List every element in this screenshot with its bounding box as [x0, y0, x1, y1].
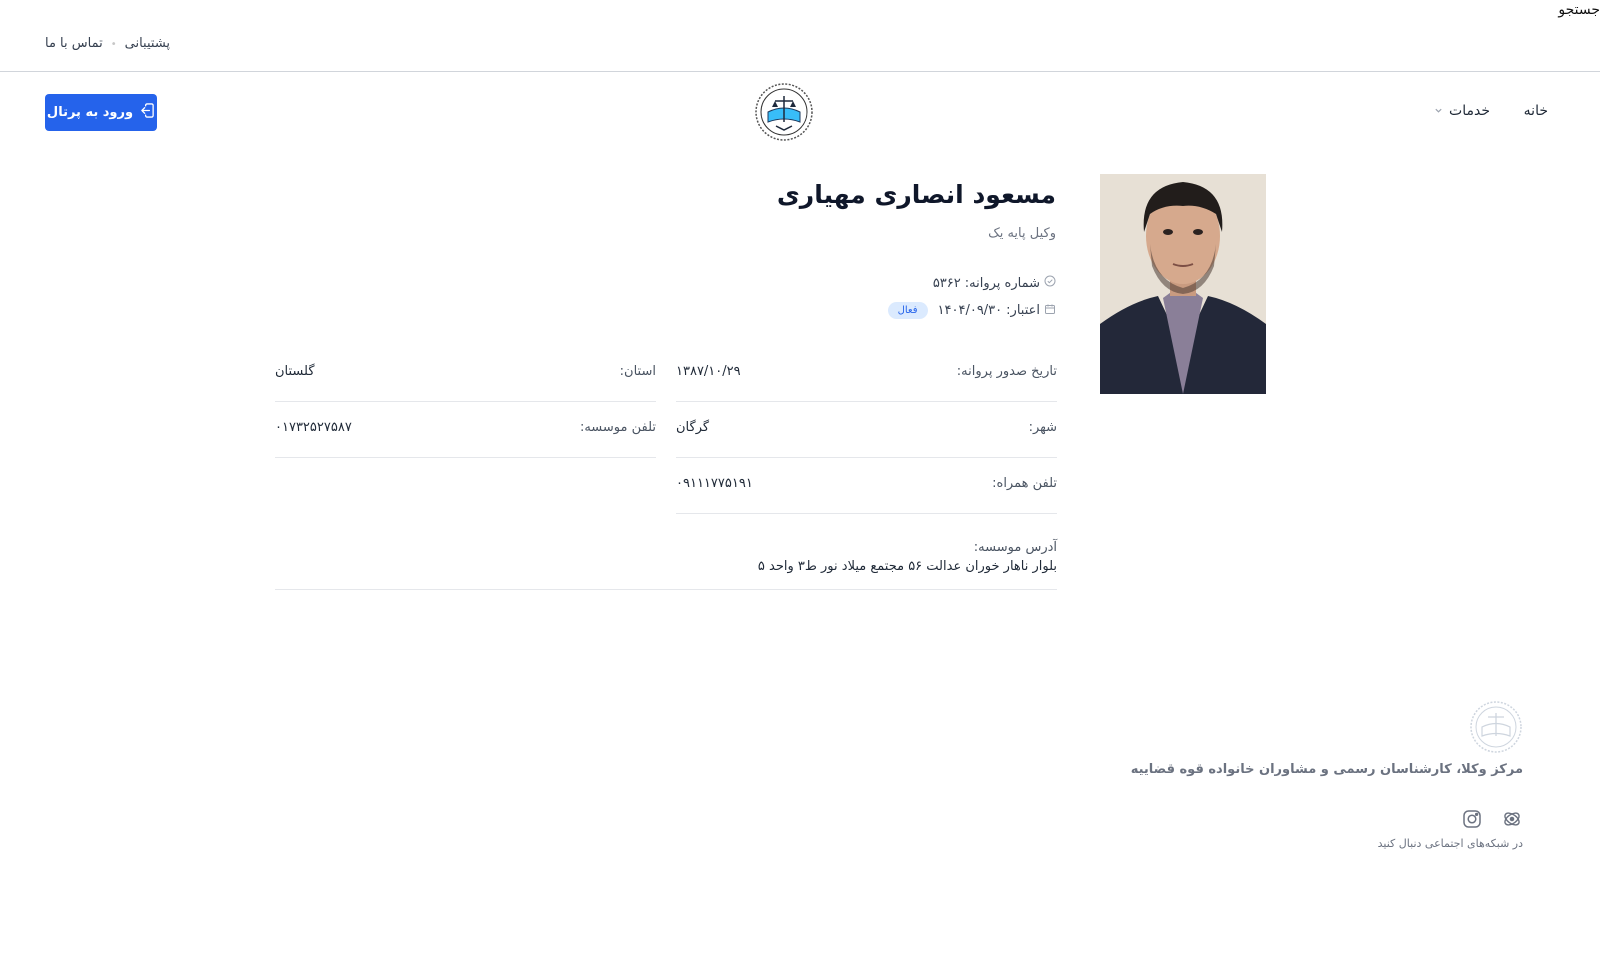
- nav-services-label: خدمات: [1449, 103, 1490, 119]
- city-label: شهر:: [1028, 420, 1057, 435]
- nav-home[interactable]: خانه: [1523, 103, 1548, 119]
- city-value: گرگان: [676, 420, 710, 435]
- mobile-value[interactable]: ۰۹۱۱۱۷۷۵۱۹۱: [676, 476, 753, 491]
- issue-date-value: ۱۳۸۷/۱۰/۲۹: [676, 364, 741, 379]
- check-circle-icon: [1044, 275, 1056, 291]
- validity-row: [888, 302, 1056, 319]
- login-icon: [140, 103, 155, 122]
- status-badge: فعال: [888, 302, 928, 319]
- field-mobile: [676, 458, 1057, 514]
- nav-services[interactable]: [1434, 103, 1490, 119]
- province-label: استان:: [619, 364, 656, 379]
- portal-button-label: ورود به پرتال: [46, 105, 134, 120]
- validity-date: ۱۴۰۴/۰۹/۳۰: [937, 303, 1003, 318]
- lawyer-grade: وکیل پایه یک: [988, 226, 1056, 241]
- address-label: آدرس موسسه:: [973, 540, 1057, 555]
- support-link[interactable]: پشتیبانی: [124, 36, 171, 51]
- top-divider: [0, 71, 1600, 72]
- lawyer-name: مسعود انصاری مهیاری: [776, 180, 1056, 209]
- address-value: بلوار ناهار خوران عدالت ۵۶ مجتمع میلاد نور ط۳ واحد ۵: [757, 559, 1057, 574]
- field-city: [676, 402, 1057, 458]
- chevron-down-icon: [1434, 103, 1443, 119]
- field-issue-date: [676, 346, 1057, 402]
- license-row: [933, 275, 1056, 291]
- mobile-label: تلفن همراه:: [992, 476, 1057, 491]
- portal-login-button[interactable]: [45, 94, 157, 131]
- field-institute-phone: [275, 402, 656, 458]
- license-number: ۵۳۶۲: [932, 275, 961, 291]
- separator-dot: •: [110, 39, 117, 50]
- issue-date-label: تاریخ صدور پروانه:: [956, 364, 1057, 379]
- eitaa-icon[interactable]: [1501, 808, 1523, 830]
- footer-org-name: مرکز وکلا، کارشناسان رسمی و مشاوران خانواده قوه قضاییه: [1130, 762, 1523, 777]
- institute-phone-value[interactable]: ۰۱۷۳۲۵۲۷۵۸۷: [275, 420, 352, 435]
- province-value: گلستان: [275, 364, 315, 379]
- license-label: شماره پروانه:: [964, 275, 1040, 291]
- follow-text: در شبکه‌های اجتماعی دنبال کنید: [1377, 837, 1523, 850]
- institute-phone-label: تلفن موسسه:: [579, 420, 656, 435]
- lawyer-photo: [1100, 174, 1266, 394]
- top-links: [45, 36, 170, 51]
- calendar-icon: [1044, 303, 1056, 319]
- footer-logo: [1469, 700, 1523, 754]
- judiciary-logo[interactable]: [754, 82, 814, 142]
- validity-label: اعتبار:: [1006, 303, 1040, 318]
- field-province: [275, 346, 656, 402]
- contact-link[interactable]: تماس با ما: [45, 36, 103, 51]
- field-address: [275, 540, 1057, 590]
- social-links: [1461, 808, 1523, 830]
- search-link[interactable]: جستجو: [1558, 2, 1600, 18]
- instagram-icon[interactable]: [1461, 808, 1483, 830]
